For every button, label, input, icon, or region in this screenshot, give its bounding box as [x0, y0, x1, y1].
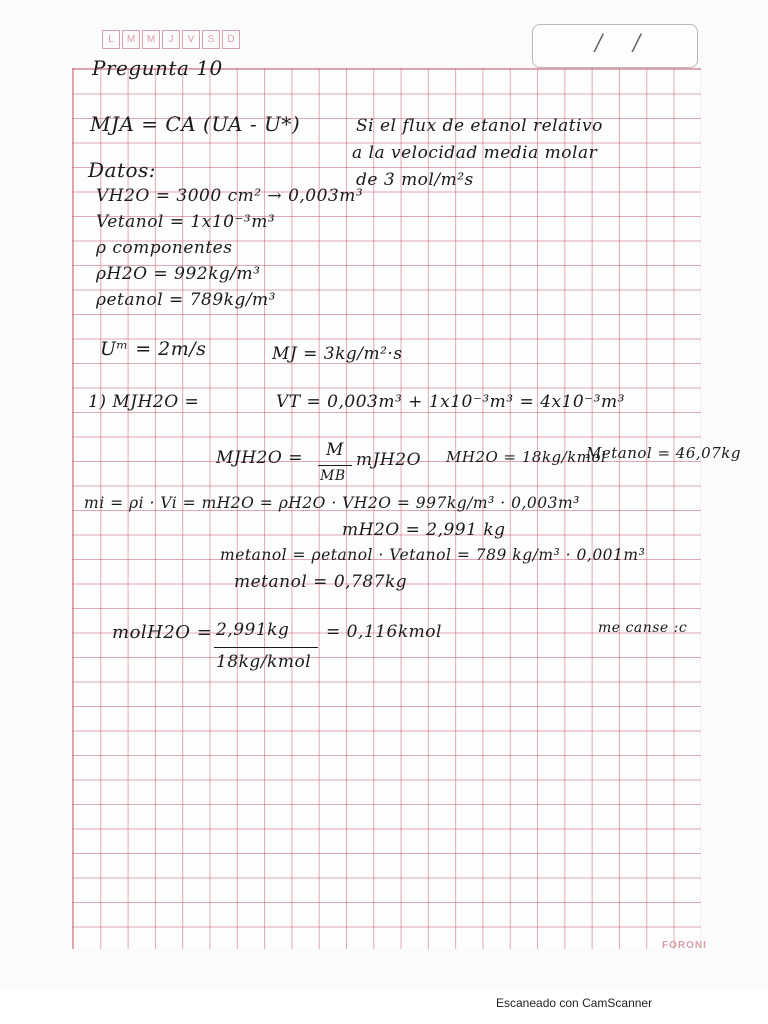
- molar-mass-water: MH2O = 18kg/kmol: [446, 448, 607, 466]
- date-box: [532, 24, 698, 68]
- weekday-box-d: D: [222, 30, 240, 49]
- weekday-box-m2: M: [142, 30, 160, 49]
- molar-flux-right: mJH2O: [356, 450, 422, 470]
- total-volume: VT = 0,003m³ + 1x10⁻³m³ = 4x10⁻³m³: [276, 392, 625, 412]
- problem-line-1: Si el flux de etanol relativo: [356, 116, 603, 136]
- mol-water-result: = 0,116kmol: [326, 622, 442, 642]
- flux-equation: MJA = CA (UA - U*): [90, 112, 301, 136]
- molar-mass-ethanol: Metanol = 46,07kg: [586, 444, 741, 462]
- mass-water-result: mH2O = 2,991 kg: [342, 520, 506, 540]
- scanner-watermark: Escaneado con CamScanner: [496, 996, 653, 1010]
- dato-volume-ethanol: Vetanol = 1x10⁻³m³: [96, 212, 276, 232]
- date-slash-2: /: [633, 31, 641, 56]
- step1-label: 1) MJH2O =: [88, 392, 200, 412]
- mass-water-line: mi = ρi · Vi = mH2O = ρH2O · VH2O = 997kg/m³ · 0,003m³: [84, 494, 580, 512]
- fraction-bar-mol: [214, 647, 318, 648]
- dato-volume-water: VH2O = 3000 cm² → 0,003m³: [96, 186, 364, 206]
- problem-line-2: a la velocidad media molar: [352, 143, 598, 163]
- total-mass-flux: MJ = 3kg/m²·s: [272, 344, 403, 364]
- dato-density-heading: ρ componentes: [96, 238, 233, 258]
- fraction-bar-molar: [318, 465, 352, 466]
- problem-line-3: de 3 mol/m²s: [356, 170, 474, 190]
- paper-brand-logo: FORONI: [662, 940, 707, 951]
- aside-note: me canse :c: [598, 620, 688, 636]
- mol-water-denominator: 18kg/kmol: [216, 652, 312, 672]
- weekday-box-l: L: [102, 30, 120, 49]
- weekday-box-s: S: [202, 30, 220, 49]
- question-title: Pregunta 10: [92, 56, 223, 80]
- mass-ethanol-result: metanol = 0,787kg: [234, 572, 408, 592]
- mol-water-numerator: 2,991kg: [216, 620, 290, 640]
- date-slash-1: /: [595, 31, 603, 56]
- mol-water-label: molH2O =: [112, 622, 213, 643]
- datos-heading: Datos:: [88, 158, 157, 182]
- weekday-box-j: J: [162, 30, 180, 49]
- dato-density-water: ρH2O = 992kg/m³: [96, 264, 261, 284]
- scan-footer: [0, 990, 768, 1024]
- mass-ethanol-line: metanol = ρetanol · Vetanol = 789 kg/m³ · 0,001m³: [220, 546, 646, 564]
- dato-density-ethanol: ρetanol = 789kg/m³: [96, 290, 276, 310]
- molar-flux-numerator: M: [326, 440, 344, 460]
- weekday-box-v: V: [182, 30, 200, 49]
- molar-flux-denominator: MB: [320, 468, 346, 484]
- weekday-box-m: M: [122, 30, 140, 49]
- molar-flux-left: MJH2O =: [216, 448, 303, 468]
- weekday-boxes: [102, 30, 240, 49]
- mean-velocity: Uᵐ = 2m/s: [100, 338, 207, 360]
